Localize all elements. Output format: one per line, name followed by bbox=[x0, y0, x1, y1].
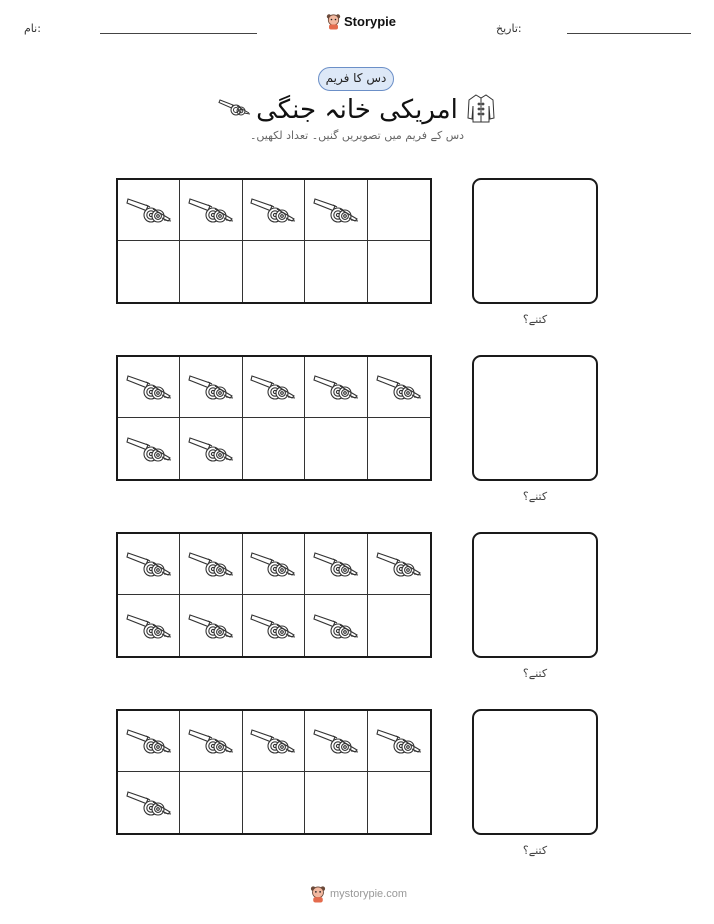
frame-cell bbox=[368, 241, 430, 302]
date-label: تاریخ: bbox=[496, 22, 522, 35]
ten-frame bbox=[116, 532, 432, 658]
page-title: امریکی خانہ جنگی bbox=[256, 95, 458, 125]
name-label: نام: bbox=[24, 22, 41, 35]
cannon-icon bbox=[126, 547, 172, 581]
frame-cell bbox=[368, 772, 430, 833]
frame-cell bbox=[368, 357, 430, 418]
worksheet-type-badge: دس کا فریم bbox=[318, 67, 394, 91]
frame-cell bbox=[305, 534, 367, 595]
cannon-icon bbox=[250, 193, 296, 227]
cannon-icon bbox=[188, 547, 234, 581]
frame-cell bbox=[118, 180, 180, 241]
how-many-question: کتنے؟ bbox=[522, 313, 548, 326]
cannon-icon bbox=[188, 432, 234, 466]
frame-cell bbox=[305, 180, 367, 241]
cannon-icon bbox=[313, 193, 359, 227]
frame-cell bbox=[305, 595, 367, 656]
frame-cell bbox=[118, 595, 180, 656]
frame-cell bbox=[180, 711, 242, 772]
frame-cell bbox=[243, 180, 305, 241]
frame-cell bbox=[243, 241, 305, 302]
frame-cell bbox=[243, 711, 305, 772]
footer-url: mystorypie.com bbox=[330, 888, 408, 900]
frame-cell bbox=[243, 534, 305, 595]
cannon-icon bbox=[376, 547, 422, 581]
frame-cell bbox=[243, 772, 305, 833]
cannon-icon bbox=[126, 370, 172, 404]
frame-cell bbox=[305, 357, 367, 418]
cannon-icon bbox=[126, 609, 172, 643]
frame-cell bbox=[180, 595, 242, 656]
frame-cell bbox=[368, 595, 430, 656]
frame-cell bbox=[368, 534, 430, 595]
frame-cell bbox=[180, 534, 242, 595]
bear-mascot-icon bbox=[326, 13, 341, 30]
answer-box[interactable] bbox=[472, 178, 598, 304]
frame-cell bbox=[368, 711, 430, 772]
frame-cell bbox=[118, 711, 180, 772]
frame-cell bbox=[243, 418, 305, 479]
cannon-icon bbox=[250, 547, 296, 581]
cannon-icon bbox=[126, 724, 172, 758]
cannon-icon bbox=[126, 786, 172, 820]
answer-box[interactable] bbox=[472, 355, 598, 481]
cannon-icon bbox=[313, 547, 359, 581]
frame-cell bbox=[118, 418, 180, 479]
date-line[interactable] bbox=[567, 33, 691, 34]
frame-cell bbox=[305, 418, 367, 479]
frame-cell bbox=[368, 180, 430, 241]
frame-cell bbox=[180, 357, 242, 418]
cannon-icon bbox=[376, 370, 422, 404]
cannon-icon bbox=[188, 193, 234, 227]
cannon-icon bbox=[313, 724, 359, 758]
name-line[interactable] bbox=[100, 33, 257, 34]
how-many-question: کتنے؟ bbox=[522, 667, 548, 680]
ten-frame bbox=[116, 709, 432, 835]
cannon-icon bbox=[313, 609, 359, 643]
cannon-icon bbox=[250, 609, 296, 643]
frame-cell bbox=[180, 241, 242, 302]
frame-cell bbox=[118, 241, 180, 302]
answer-box[interactable] bbox=[472, 709, 598, 835]
bear-mascot-icon bbox=[310, 885, 326, 903]
frame-cell bbox=[118, 534, 180, 595]
footer bbox=[310, 885, 407, 903]
cannon-icon bbox=[313, 370, 359, 404]
cannon-icon bbox=[188, 370, 234, 404]
ten-frame bbox=[116, 355, 432, 481]
frame-cell bbox=[118, 772, 180, 833]
frame-cell bbox=[118, 357, 180, 418]
how-many-question: کتنے؟ bbox=[522, 490, 548, 503]
military-jacket-icon bbox=[466, 92, 496, 124]
cannon-icon bbox=[376, 724, 422, 758]
answer-box[interactable] bbox=[472, 532, 598, 658]
frame-cell bbox=[243, 357, 305, 418]
frame-cell bbox=[368, 418, 430, 479]
cannon-icon bbox=[126, 432, 172, 466]
cannon-icon bbox=[188, 609, 234, 643]
cannon-icon bbox=[126, 193, 172, 227]
frame-cell bbox=[180, 180, 242, 241]
cannon-icon bbox=[250, 724, 296, 758]
ten-frame bbox=[116, 178, 432, 304]
cannon-icon bbox=[188, 724, 234, 758]
frame-cell bbox=[243, 595, 305, 656]
frame-cell bbox=[180, 418, 242, 479]
brand-name: Storypie bbox=[344, 14, 397, 29]
instructions: دس کے فریم میں تصویریں گنیں۔ تعداد لکھیں۔ bbox=[249, 129, 465, 142]
how-many-question: کتنے؟ bbox=[522, 844, 548, 857]
brand-logo bbox=[326, 13, 396, 30]
cannon-icon bbox=[250, 370, 296, 404]
frame-cell bbox=[180, 772, 242, 833]
frame-cell bbox=[305, 711, 367, 772]
frame-cell bbox=[305, 772, 367, 833]
frame-cell bbox=[305, 241, 367, 302]
